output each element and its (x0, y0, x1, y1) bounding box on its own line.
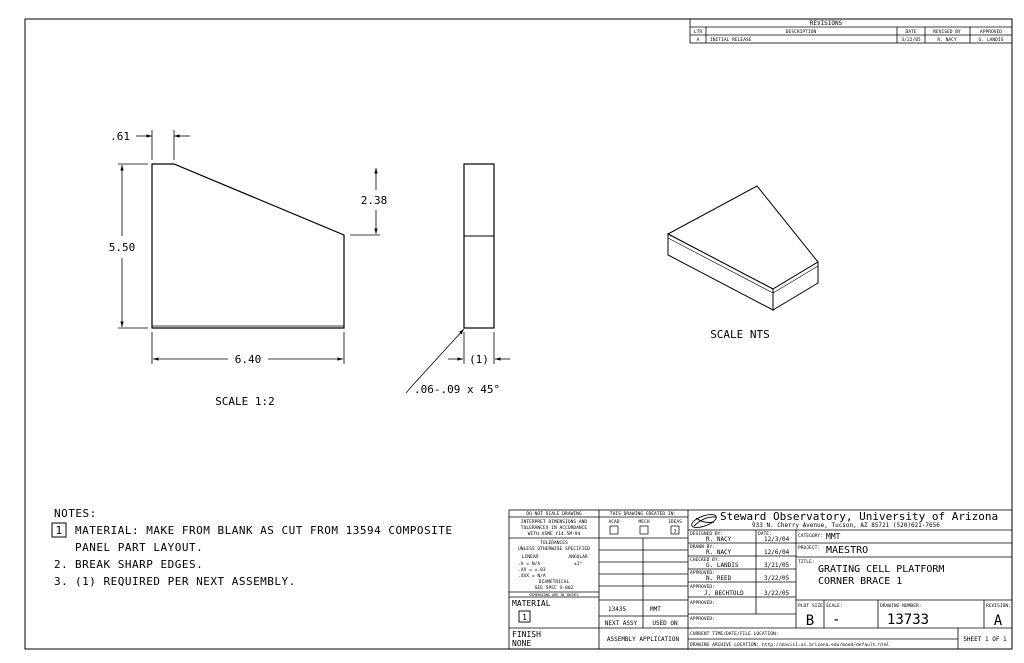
org-logo (690, 512, 718, 530)
archive-url: http://mavis1.as.arizona.edu/mood/default.html (762, 643, 890, 648)
org-address: 933 N. Cherry Avenue, Tucson, AZ 85721 (520)621-7656 (752, 522, 940, 529)
notes-title: NOTES: (54, 507, 97, 520)
front-view-outline (152, 164, 344, 328)
assembly-application-label: ASSEMBLY APPLICATION (606, 636, 680, 643)
current-time-label: CURRENT TIME/DATE/FILE LOCATION: (690, 632, 779, 637)
title-line-2: CORNER BRACE 1 (818, 576, 903, 587)
rev-header-date: DATE (905, 30, 917, 35)
rev-header-revised-by: REVISED BY (933, 30, 961, 35)
interpret-line-2: TOLERANCES IN ACCORDANCE (520, 526, 588, 531)
tolerances-linear: LINEAR (521, 555, 539, 560)
title-label: TITLE: (798, 560, 815, 565)
tol-row-2: .XX = ±.03 (518, 568, 546, 573)
category-label: CATEGORY: (798, 534, 823, 539)
cad-ideas-mark: 3 (673, 529, 677, 535)
note-1-line-1: MATERIAL: MAKE FROM BLANK AS CUT FROM 13594 COMPOSITE (75, 524, 453, 537)
revisions-title: REVISIONS (809, 20, 843, 27)
finish-value: NONE (512, 639, 532, 648)
signoff-approved-2-label: APPROVED: (690, 585, 715, 590)
dim-taper-label: 2.38 (360, 194, 388, 207)
dim-thickness-label: (1) (469, 353, 489, 366)
scale-value: - (832, 612, 841, 628)
rev-header-description: DESCRIPTION (785, 30, 817, 35)
cad-ideas-label: IDEAS (668, 520, 682, 525)
do-not-scale-label: DO NOT SCALE DRAWING (526, 512, 582, 517)
tol-diametrical-spec: SEE SPEC S-002 (534, 586, 574, 591)
signoff-approved-2-name: J. BECHTOLD (704, 590, 744, 597)
dim-height-label: 5.50 (108, 241, 136, 254)
archive-label: DRAWING ARCHIVE LOCATION: (690, 643, 760, 648)
iso-view-scale: SCALE NTS (710, 328, 770, 341)
signoff-designed-name: R. NACY (706, 536, 732, 543)
rev-row-ltr: A (696, 38, 700, 43)
drawing-number-label: DRAWING NUMBER: (880, 604, 922, 609)
signoff-drawn-date: 12/6/04 (764, 549, 790, 556)
rev-row-date: 3/22/05 (901, 38, 921, 43)
cad-acad-label: ACAD (608, 520, 620, 525)
tol-row-3: .XXX = N/A (518, 574, 546, 579)
cad-mech-checkbox (640, 526, 648, 534)
rev-header-ltr: LTR (693, 30, 703, 35)
note-3-number: 3. (54, 575, 69, 588)
finish-label: FINISH (512, 630, 541, 639)
plot-size-label: PLOT SIZE (798, 604, 823, 609)
rev-row-approved: G. LANDIS (978, 38, 1004, 43)
sheet-label: SHEET 1 OF 1 (963, 636, 1007, 643)
cad-mech-label: MECH (638, 520, 650, 525)
scale-label: SCALE: (826, 604, 843, 609)
signoff-approved-1-date: 3/22/05 (764, 575, 790, 582)
signoff-approved-1-label: APPROVED: (690, 571, 715, 576)
signoff-approved-4-label: APPROVED: (690, 617, 715, 622)
project-label: PROJECT: (798, 546, 821, 551)
note-2-number: 2. (54, 558, 69, 571)
side-view-outline (464, 164, 494, 328)
next-assy-value: 13435 (608, 606, 627, 613)
next-assy-label: NEXT ASSY (604, 620, 638, 627)
signoff-checked-date: 3/21/05 (764, 562, 790, 569)
rev-row-description: INITIAL RELEASE (710, 38, 752, 43)
used-on-value: MMT (650, 606, 661, 613)
tol-row-1: .X = N/A (518, 562, 541, 567)
cad-acad-checkbox (610, 526, 618, 534)
note-3-line-1: (1) REQUIRED PER NEXT ASSEMBLY. (75, 575, 296, 588)
tolerances-angular: ANGULAR (568, 555, 588, 560)
drawing-number-value: 13733 (886, 612, 930, 628)
signoff-drawn-name: R. NACY (706, 549, 732, 556)
tolerances-unless: UNLESS OTHERWISE SPECIFIED (518, 547, 590, 552)
tolerances-title: TOLERANCES (540, 541, 568, 546)
front-view-scale: SCALE 1:2 (215, 395, 275, 408)
note-1-number: 1 (55, 524, 63, 537)
signoff-designed-date: 12/3/04 (764, 536, 790, 543)
signoff-checked-label: CHECKED BY: (690, 558, 721, 563)
category-value: MMT (826, 532, 841, 541)
note-2-line-1: BREAK SHARP EDGES. (75, 558, 204, 571)
revision-value: A (993, 613, 1003, 629)
interpret-line-3: WITH ASME Y14.5M-94 (527, 532, 581, 537)
material-value: 1 (522, 613, 527, 622)
used-on-label: USED ON (652, 620, 678, 627)
signoff-approved-1-name: N. REED (706, 575, 732, 582)
tol-diametrical: DIAMETRICAL (538, 580, 570, 585)
plot-size-value: B (805, 613, 815, 629)
isometric-view (668, 186, 818, 310)
dim-width-label: 6.40 (234, 353, 262, 366)
material-label: MATERIAL (512, 599, 551, 608)
org-name: Steward Observatory, University of Arizona (720, 510, 999, 523)
dim-chamfer-label: .06-.09 x 45° (414, 383, 501, 396)
revision-label: REVISION: (986, 604, 1011, 609)
tol-angular-value: ±1° (573, 562, 583, 567)
note-1-line-2: PANEL PART LAYOUT. (75, 541, 204, 554)
fine-print: DIMENSIONS ARE IN INCHES (529, 593, 579, 597)
signoff-date-label: DATE: (758, 532, 772, 537)
rev-header-approved: APPROVED (979, 30, 1003, 35)
signoff-checked-name: G. LANDIS (706, 562, 739, 569)
dim-top-offset (136, 130, 190, 160)
signoff-designed-label: DESIGNED BY: (690, 532, 724, 537)
interpret-line-1: INTERPRET DIMENSIONS AND (520, 520, 588, 525)
project-value: MAESTRO (826, 545, 869, 556)
rev-row-revised-by: R. NACY (937, 38, 957, 43)
signoff-approved-3-label: APPROVED: (690, 601, 715, 606)
title-line-1: GRATING CELL PLATFORM (818, 564, 945, 575)
created-in-label: THIS DRAWING CREATED IN: (609, 512, 677, 517)
signoff-approved-2-date: 3/22/05 (764, 590, 790, 597)
dim-top-offset-label: .61 (110, 130, 130, 143)
signoff-drawn-label: DRAWN BY: (690, 545, 715, 550)
